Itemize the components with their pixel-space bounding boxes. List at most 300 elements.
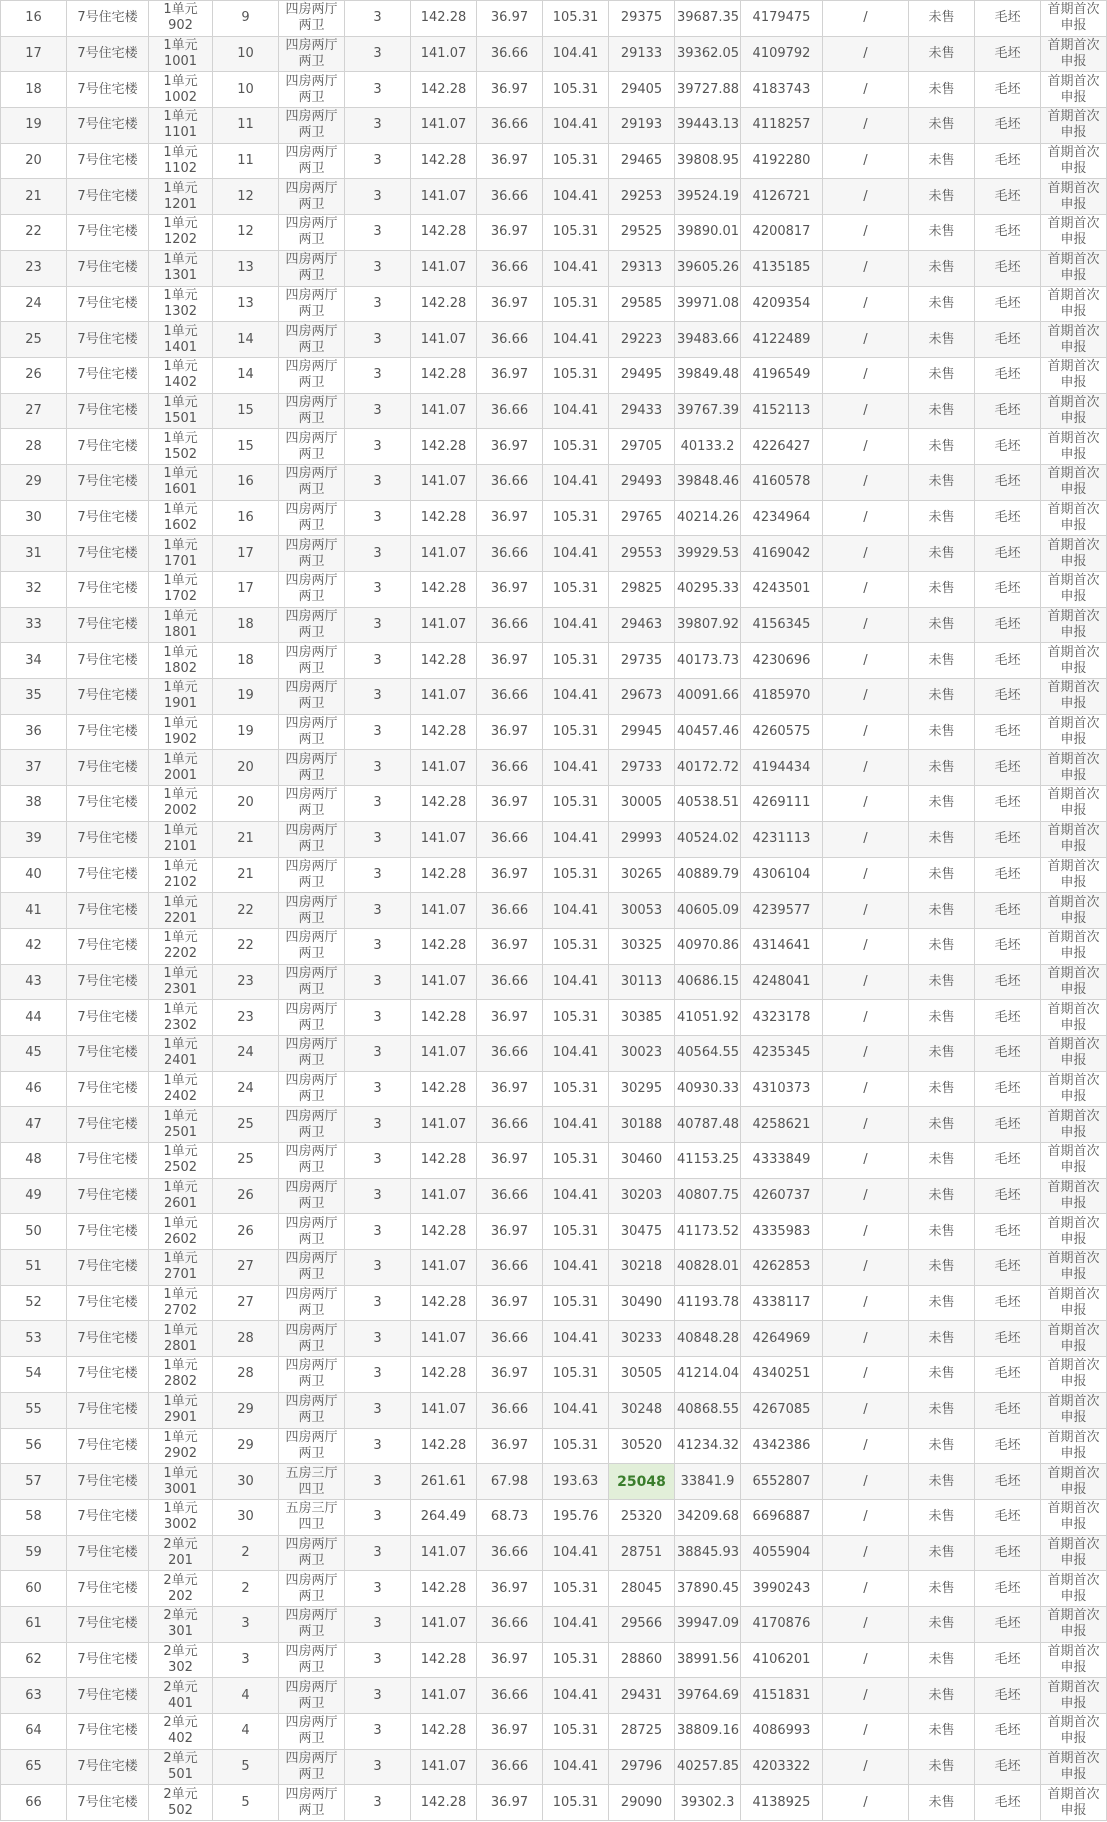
room-cell: 1单元1002 bbox=[149, 72, 213, 108]
separator-cell: / bbox=[823, 36, 909, 72]
price-cell: 29431 bbox=[609, 1678, 675, 1714]
finish-cell: 毛坯 bbox=[975, 893, 1041, 929]
building-cell: 7号住宅楼 bbox=[67, 464, 149, 500]
note-cell: 首期首次申报 bbox=[1041, 357, 1107, 393]
room-cell: 1单元1802 bbox=[149, 643, 213, 679]
total-price-cell: 4340251 bbox=[741, 1357, 823, 1393]
status-cell: 未售 bbox=[909, 1107, 975, 1143]
inner-area-cell: 104.41 bbox=[543, 821, 609, 857]
shared-area-cell: 36.66 bbox=[477, 964, 543, 1000]
building-cell: 7号住宅楼 bbox=[67, 1250, 149, 1286]
table-row bbox=[1, 464, 1107, 500]
status-cell: 未售 bbox=[909, 1606, 975, 1642]
separator-cell: / bbox=[823, 143, 909, 179]
building-cell: 7号住宅楼 bbox=[67, 928, 149, 964]
total-price-cell: 4192280 bbox=[741, 143, 823, 179]
room-cell: 1单元3001 bbox=[149, 1464, 213, 1500]
table-row bbox=[1, 1214, 1107, 1250]
shared-area-cell: 36.66 bbox=[477, 893, 543, 929]
finish-cell: 毛坯 bbox=[975, 1, 1041, 37]
count-cell: 3 bbox=[345, 215, 411, 251]
status-cell: 未售 bbox=[909, 1035, 975, 1071]
count-cell: 3 bbox=[345, 821, 411, 857]
room-cell: 1单元1302 bbox=[149, 286, 213, 322]
table-row bbox=[1, 286, 1107, 322]
shared-area-cell: 36.66 bbox=[477, 607, 543, 643]
separator-cell: / bbox=[823, 643, 909, 679]
inner-area-cell: 104.41 bbox=[543, 750, 609, 786]
floor-cell: 20 bbox=[213, 786, 279, 822]
price-cell: 30475 bbox=[609, 1214, 675, 1250]
shared-area-cell: 36.66 bbox=[477, 1678, 543, 1714]
separator-cell: / bbox=[823, 607, 909, 643]
building-cell: 7号住宅楼 bbox=[67, 1035, 149, 1071]
building-cell: 7号住宅楼 bbox=[67, 143, 149, 179]
table-row bbox=[1, 1071, 1107, 1107]
inner-price-cell: 39849.48 bbox=[675, 357, 741, 393]
room-cell: 1单元1701 bbox=[149, 536, 213, 572]
shared-area-cell: 36.66 bbox=[477, 750, 543, 786]
building-cell: 7号住宅楼 bbox=[67, 322, 149, 358]
building-cell: 7号住宅楼 bbox=[67, 393, 149, 429]
area-cell: 142.28 bbox=[411, 1714, 477, 1750]
status-cell: 未售 bbox=[909, 1499, 975, 1535]
table-row bbox=[1, 1749, 1107, 1785]
floor-cell: 27 bbox=[213, 1250, 279, 1286]
separator-cell: / bbox=[823, 1285, 909, 1321]
floor-cell: 12 bbox=[213, 179, 279, 215]
total-price-cell: 4138925 bbox=[741, 1785, 823, 1821]
row-number-cell: 65 bbox=[1, 1749, 67, 1785]
floor-cell: 23 bbox=[213, 1000, 279, 1036]
finish-cell: 毛坯 bbox=[975, 1678, 1041, 1714]
price-cell: 29253 bbox=[609, 179, 675, 215]
separator-cell: / bbox=[823, 286, 909, 322]
layout-cell: 四房两厅两卫 bbox=[279, 143, 345, 179]
note-cell: 首期首次申报 bbox=[1041, 500, 1107, 536]
note-cell: 首期首次申报 bbox=[1041, 1285, 1107, 1321]
floor-cell: 16 bbox=[213, 464, 279, 500]
inner-area-cell: 104.41 bbox=[543, 1321, 609, 1357]
floor-cell: 11 bbox=[213, 108, 279, 144]
layout-cell: 四房两厅两卫 bbox=[279, 1321, 345, 1357]
table-row bbox=[1, 250, 1107, 286]
floor-cell: 23 bbox=[213, 964, 279, 1000]
price-cell: 25320 bbox=[609, 1499, 675, 1535]
price-cell: 25048 bbox=[609, 1464, 675, 1500]
shared-area-cell: 36.66 bbox=[477, 679, 543, 715]
table-row bbox=[1, 108, 1107, 144]
note-cell: 首期首次申报 bbox=[1041, 286, 1107, 322]
floor-cell: 9 bbox=[213, 1, 279, 37]
room-cell: 2单元302 bbox=[149, 1642, 213, 1678]
price-cell: 29375 bbox=[609, 1, 675, 37]
table-row bbox=[1, 36, 1107, 72]
shared-area-cell: 36.66 bbox=[477, 1321, 543, 1357]
finish-cell: 毛坯 bbox=[975, 786, 1041, 822]
area-cell: 141.07 bbox=[411, 893, 477, 929]
inner-area-cell: 105.31 bbox=[543, 572, 609, 608]
shared-area-cell: 36.66 bbox=[477, 821, 543, 857]
area-cell: 141.07 bbox=[411, 536, 477, 572]
table-row bbox=[1, 1285, 1107, 1321]
inner-area-cell: 105.31 bbox=[543, 1571, 609, 1607]
building-cell: 7号住宅楼 bbox=[67, 1178, 149, 1214]
separator-cell: / bbox=[823, 1499, 909, 1535]
inner-price-cell: 39808.95 bbox=[675, 143, 741, 179]
layout-cell: 四房两厅两卫 bbox=[279, 572, 345, 608]
room-cell: 2单元501 bbox=[149, 1749, 213, 1785]
separator-cell: / bbox=[823, 1714, 909, 1750]
finish-cell: 毛坯 bbox=[975, 250, 1041, 286]
inner-area-cell: 104.41 bbox=[543, 1678, 609, 1714]
inner-price-cell: 40930.33 bbox=[675, 1071, 741, 1107]
separator-cell: / bbox=[823, 1107, 909, 1143]
row-number-cell: 18 bbox=[1, 72, 67, 108]
price-cell: 28725 bbox=[609, 1714, 675, 1750]
table-row bbox=[1, 1250, 1107, 1286]
row-number-cell: 63 bbox=[1, 1678, 67, 1714]
row-number-cell: 32 bbox=[1, 572, 67, 608]
shared-area-cell: 36.97 bbox=[477, 429, 543, 465]
floor-cell: 21 bbox=[213, 821, 279, 857]
count-cell: 3 bbox=[345, 893, 411, 929]
row-number-cell: 57 bbox=[1, 1464, 67, 1500]
building-cell: 7号住宅楼 bbox=[67, 250, 149, 286]
inner-area-cell: 105.31 bbox=[543, 643, 609, 679]
room-cell: 1单元2701 bbox=[149, 1250, 213, 1286]
row-number-cell: 31 bbox=[1, 536, 67, 572]
finish-cell: 毛坯 bbox=[975, 679, 1041, 715]
table-row bbox=[1, 643, 1107, 679]
inner-price-cell: 40787.48 bbox=[675, 1107, 741, 1143]
note-cell: 首期首次申报 bbox=[1041, 250, 1107, 286]
inner-area-cell: 104.41 bbox=[543, 36, 609, 72]
row-number-cell: 41 bbox=[1, 893, 67, 929]
layout-cell: 四房两厅两卫 bbox=[279, 357, 345, 393]
shared-area-cell: 36.66 bbox=[477, 1035, 543, 1071]
inner-price-cell: 39890.01 bbox=[675, 215, 741, 251]
price-cell: 29733 bbox=[609, 750, 675, 786]
separator-cell: / bbox=[823, 108, 909, 144]
inner-area-cell: 105.31 bbox=[543, 1000, 609, 1036]
finish-cell: 毛坯 bbox=[975, 322, 1041, 358]
area-cell: 141.07 bbox=[411, 1606, 477, 1642]
row-number-cell: 39 bbox=[1, 821, 67, 857]
layout-cell: 四房两厅两卫 bbox=[279, 1714, 345, 1750]
room-cell: 1单元1202 bbox=[149, 215, 213, 251]
total-price-cell: 4267085 bbox=[741, 1392, 823, 1428]
total-price-cell: 4122489 bbox=[741, 322, 823, 358]
total-price-cell: 4269111 bbox=[741, 786, 823, 822]
inner-price-cell: 40173.73 bbox=[675, 643, 741, 679]
price-cell: 30325 bbox=[609, 928, 675, 964]
room-cell: 1单元1502 bbox=[149, 429, 213, 465]
separator-cell: / bbox=[823, 500, 909, 536]
status-cell: 未售 bbox=[909, 786, 975, 822]
total-price-cell: 4338117 bbox=[741, 1285, 823, 1321]
finish-cell: 毛坯 bbox=[975, 393, 1041, 429]
separator-cell: / bbox=[823, 429, 909, 465]
floor-cell: 5 bbox=[213, 1785, 279, 1821]
room-cell: 2单元301 bbox=[149, 1606, 213, 1642]
separator-cell: / bbox=[823, 750, 909, 786]
shared-area-cell: 36.66 bbox=[477, 1107, 543, 1143]
layout-cell: 四房两厅两卫 bbox=[279, 1642, 345, 1678]
separator-cell: / bbox=[823, 1571, 909, 1607]
layout-cell: 四房两厅两卫 bbox=[279, 1214, 345, 1250]
inner-area-cell: 105.31 bbox=[543, 1285, 609, 1321]
layout-cell: 四房两厅两卫 bbox=[279, 893, 345, 929]
price-cell: 29493 bbox=[609, 464, 675, 500]
inner-price-cell: 40524.02 bbox=[675, 821, 741, 857]
table-row bbox=[1, 964, 1107, 1000]
note-cell: 首期首次申报 bbox=[1041, 1392, 1107, 1428]
area-cell: 142.28 bbox=[411, 1143, 477, 1179]
count-cell: 3 bbox=[345, 536, 411, 572]
floor-cell: 15 bbox=[213, 393, 279, 429]
row-number-cell: 26 bbox=[1, 357, 67, 393]
note-cell: 首期首次申报 bbox=[1041, 1464, 1107, 1500]
inner-area-cell: 104.41 bbox=[543, 1749, 609, 1785]
finish-cell: 毛坯 bbox=[975, 500, 1041, 536]
area-cell: 142.28 bbox=[411, 500, 477, 536]
row-number-cell: 29 bbox=[1, 464, 67, 500]
room-cell: 1单元2102 bbox=[149, 857, 213, 893]
count-cell: 3 bbox=[345, 72, 411, 108]
shared-area-cell: 36.97 bbox=[477, 714, 543, 750]
area-cell: 142.28 bbox=[411, 1071, 477, 1107]
price-cell: 30460 bbox=[609, 1143, 675, 1179]
row-number-cell: 17 bbox=[1, 36, 67, 72]
finish-cell: 毛坯 bbox=[975, 1035, 1041, 1071]
table-row bbox=[1, 215, 1107, 251]
note-cell: 首期首次申报 bbox=[1041, 108, 1107, 144]
total-price-cell: 4185970 bbox=[741, 679, 823, 715]
area-cell: 142.28 bbox=[411, 357, 477, 393]
area-cell: 142.28 bbox=[411, 1785, 477, 1821]
layout-cell: 四房两厅两卫 bbox=[279, 72, 345, 108]
status-cell: 未售 bbox=[909, 1143, 975, 1179]
floor-cell: 15 bbox=[213, 429, 279, 465]
finish-cell: 毛坯 bbox=[975, 1428, 1041, 1464]
table-row bbox=[1, 1571, 1107, 1607]
finish-cell: 毛坯 bbox=[975, 1214, 1041, 1250]
inner-price-cell: 39605.26 bbox=[675, 250, 741, 286]
inner-area-cell: 104.41 bbox=[543, 179, 609, 215]
inner-price-cell: 39524.19 bbox=[675, 179, 741, 215]
inner-area-cell: 104.41 bbox=[543, 607, 609, 643]
count-cell: 3 bbox=[345, 857, 411, 893]
area-cell: 141.07 bbox=[411, 1678, 477, 1714]
shared-area-cell: 36.97 bbox=[477, 1357, 543, 1393]
count-cell: 3 bbox=[345, 572, 411, 608]
count-cell: 3 bbox=[345, 1428, 411, 1464]
price-cell: 28860 bbox=[609, 1642, 675, 1678]
count-cell: 3 bbox=[345, 1214, 411, 1250]
inner-price-cell: 40257.85 bbox=[675, 1749, 741, 1785]
status-cell: 未售 bbox=[909, 1714, 975, 1750]
status-cell: 未售 bbox=[909, 928, 975, 964]
room-cell: 1单元2702 bbox=[149, 1285, 213, 1321]
count-cell: 3 bbox=[345, 679, 411, 715]
separator-cell: / bbox=[823, 250, 909, 286]
table-row bbox=[1, 928, 1107, 964]
total-price-cell: 4258621 bbox=[741, 1107, 823, 1143]
floor-cell: 18 bbox=[213, 607, 279, 643]
separator-cell: / bbox=[823, 893, 909, 929]
inner-price-cell: 40848.28 bbox=[675, 1321, 741, 1357]
building-cell: 7号住宅楼 bbox=[67, 1749, 149, 1785]
inner-area-cell: 105.31 bbox=[543, 1428, 609, 1464]
room-cell: 1单元1901 bbox=[149, 679, 213, 715]
total-price-cell: 4333849 bbox=[741, 1143, 823, 1179]
separator-cell: / bbox=[823, 322, 909, 358]
table-row bbox=[1, 322, 1107, 358]
area-cell: 142.28 bbox=[411, 286, 477, 322]
area-cell: 142.28 bbox=[411, 1357, 477, 1393]
shared-area-cell: 36.97 bbox=[477, 1143, 543, 1179]
shared-area-cell: 36.66 bbox=[477, 1178, 543, 1214]
note-cell: 首期首次申报 bbox=[1041, 1714, 1107, 1750]
inner-area-cell: 104.41 bbox=[543, 393, 609, 429]
inner-price-cell: 41153.25 bbox=[675, 1143, 741, 1179]
note-cell: 首期首次申报 bbox=[1041, 1606, 1107, 1642]
status-cell: 未售 bbox=[909, 750, 975, 786]
note-cell: 首期首次申报 bbox=[1041, 750, 1107, 786]
layout-cell: 四房两厅两卫 bbox=[279, 1392, 345, 1428]
layout-cell: 五房三厅四卫 bbox=[279, 1499, 345, 1535]
status-cell: 未售 bbox=[909, 322, 975, 358]
total-price-cell: 4196549 bbox=[741, 357, 823, 393]
finish-cell: 毛坯 bbox=[975, 536, 1041, 572]
price-cell: 29945 bbox=[609, 714, 675, 750]
finish-cell: 毛坯 bbox=[975, 1499, 1041, 1535]
note-cell: 首期首次申报 bbox=[1041, 1428, 1107, 1464]
note-cell: 首期首次申报 bbox=[1041, 72, 1107, 108]
price-cell: 29566 bbox=[609, 1606, 675, 1642]
floor-cell: 28 bbox=[213, 1321, 279, 1357]
table-row bbox=[1, 143, 1107, 179]
row-number-cell: 37 bbox=[1, 750, 67, 786]
shared-area-cell: 36.97 bbox=[477, 1285, 543, 1321]
finish-cell: 毛坯 bbox=[975, 1143, 1041, 1179]
area-cell: 142.28 bbox=[411, 1285, 477, 1321]
total-price-cell: 4226427 bbox=[741, 429, 823, 465]
shared-area-cell: 36.97 bbox=[477, 1000, 543, 1036]
shared-area-cell: 67.98 bbox=[477, 1464, 543, 1500]
area-cell: 142.28 bbox=[411, 928, 477, 964]
count-cell: 3 bbox=[345, 1, 411, 37]
separator-cell: / bbox=[823, 714, 909, 750]
floor-cell: 25 bbox=[213, 1143, 279, 1179]
finish-cell: 毛坯 bbox=[975, 1357, 1041, 1393]
status-cell: 未售 bbox=[909, 36, 975, 72]
room-cell: 1单元2902 bbox=[149, 1428, 213, 1464]
note-cell: 首期首次申报 bbox=[1041, 1357, 1107, 1393]
total-price-cell: 4314641 bbox=[741, 928, 823, 964]
inner-area-cell: 105.31 bbox=[543, 1071, 609, 1107]
shared-area-cell: 36.97 bbox=[477, 1214, 543, 1250]
total-price-cell: 4323178 bbox=[741, 1000, 823, 1036]
inner-price-cell: 39764.69 bbox=[675, 1678, 741, 1714]
room-cell: 1单元2602 bbox=[149, 1214, 213, 1250]
price-cell: 30053 bbox=[609, 893, 675, 929]
status-cell: 未售 bbox=[909, 607, 975, 643]
inner-area-cell: 104.41 bbox=[543, 1035, 609, 1071]
inner-price-cell: 38845.93 bbox=[675, 1535, 741, 1571]
inner-price-cell: 39848.46 bbox=[675, 464, 741, 500]
separator-cell: / bbox=[823, 1749, 909, 1785]
inner-area-cell: 105.31 bbox=[543, 1714, 609, 1750]
table-row bbox=[1, 179, 1107, 215]
shared-area-cell: 36.97 bbox=[477, 1428, 543, 1464]
table-row bbox=[1, 857, 1107, 893]
inner-area-cell: 105.31 bbox=[543, 215, 609, 251]
total-price-cell: 4230696 bbox=[741, 643, 823, 679]
finish-cell: 毛坯 bbox=[975, 1321, 1041, 1357]
note-cell: 首期首次申报 bbox=[1041, 893, 1107, 929]
inner-price-cell: 40605.09 bbox=[675, 893, 741, 929]
shared-area-cell: 36.66 bbox=[477, 1606, 543, 1642]
inner-area-cell: 105.31 bbox=[543, 357, 609, 393]
shared-area-cell: 36.66 bbox=[477, 393, 543, 429]
layout-cell: 四房两厅两卫 bbox=[279, 1785, 345, 1821]
status-cell: 未售 bbox=[909, 1071, 975, 1107]
inner-price-cell: 41193.78 bbox=[675, 1285, 741, 1321]
row-number-cell: 23 bbox=[1, 250, 67, 286]
separator-cell: / bbox=[823, 1392, 909, 1428]
inner-area-cell: 104.41 bbox=[543, 1606, 609, 1642]
area-cell: 141.07 bbox=[411, 1749, 477, 1785]
row-number-cell: 28 bbox=[1, 429, 67, 465]
inner-price-cell: 41234.32 bbox=[675, 1428, 741, 1464]
price-cell: 29525 bbox=[609, 215, 675, 251]
room-cell: 1单元1601 bbox=[149, 464, 213, 500]
room-cell: 1单元2802 bbox=[149, 1357, 213, 1393]
count-cell: 3 bbox=[345, 1535, 411, 1571]
layout-cell: 四房两厅两卫 bbox=[279, 500, 345, 536]
area-cell: 141.07 bbox=[411, 1250, 477, 1286]
building-cell: 7号住宅楼 bbox=[67, 1143, 149, 1179]
status-cell: 未售 bbox=[909, 1392, 975, 1428]
row-number-cell: 20 bbox=[1, 143, 67, 179]
inner-area-cell: 195.76 bbox=[543, 1499, 609, 1535]
inner-price-cell: 39687.35 bbox=[675, 1, 741, 37]
inner-area-cell: 105.31 bbox=[543, 928, 609, 964]
count-cell: 3 bbox=[345, 1678, 411, 1714]
status-cell: 未售 bbox=[909, 143, 975, 179]
count-cell: 3 bbox=[345, 928, 411, 964]
table-row bbox=[1, 1678, 1107, 1714]
floor-cell: 20 bbox=[213, 750, 279, 786]
note-cell: 首期首次申报 bbox=[1041, 1071, 1107, 1107]
floor-cell: 16 bbox=[213, 500, 279, 536]
row-number-cell: 40 bbox=[1, 857, 67, 893]
room-cell: 1单元2502 bbox=[149, 1143, 213, 1179]
separator-cell: / bbox=[823, 357, 909, 393]
table-row bbox=[1, 1321, 1107, 1357]
area-cell: 141.07 bbox=[411, 179, 477, 215]
table-row bbox=[1, 1035, 1107, 1071]
separator-cell: / bbox=[823, 393, 909, 429]
shared-area-cell: 36.97 bbox=[477, 500, 543, 536]
table-row bbox=[1, 1642, 1107, 1678]
room-cell: 1单元2901 bbox=[149, 1392, 213, 1428]
status-cell: 未售 bbox=[909, 1571, 975, 1607]
count-cell: 3 bbox=[345, 1035, 411, 1071]
table-row bbox=[1, 1785, 1107, 1821]
